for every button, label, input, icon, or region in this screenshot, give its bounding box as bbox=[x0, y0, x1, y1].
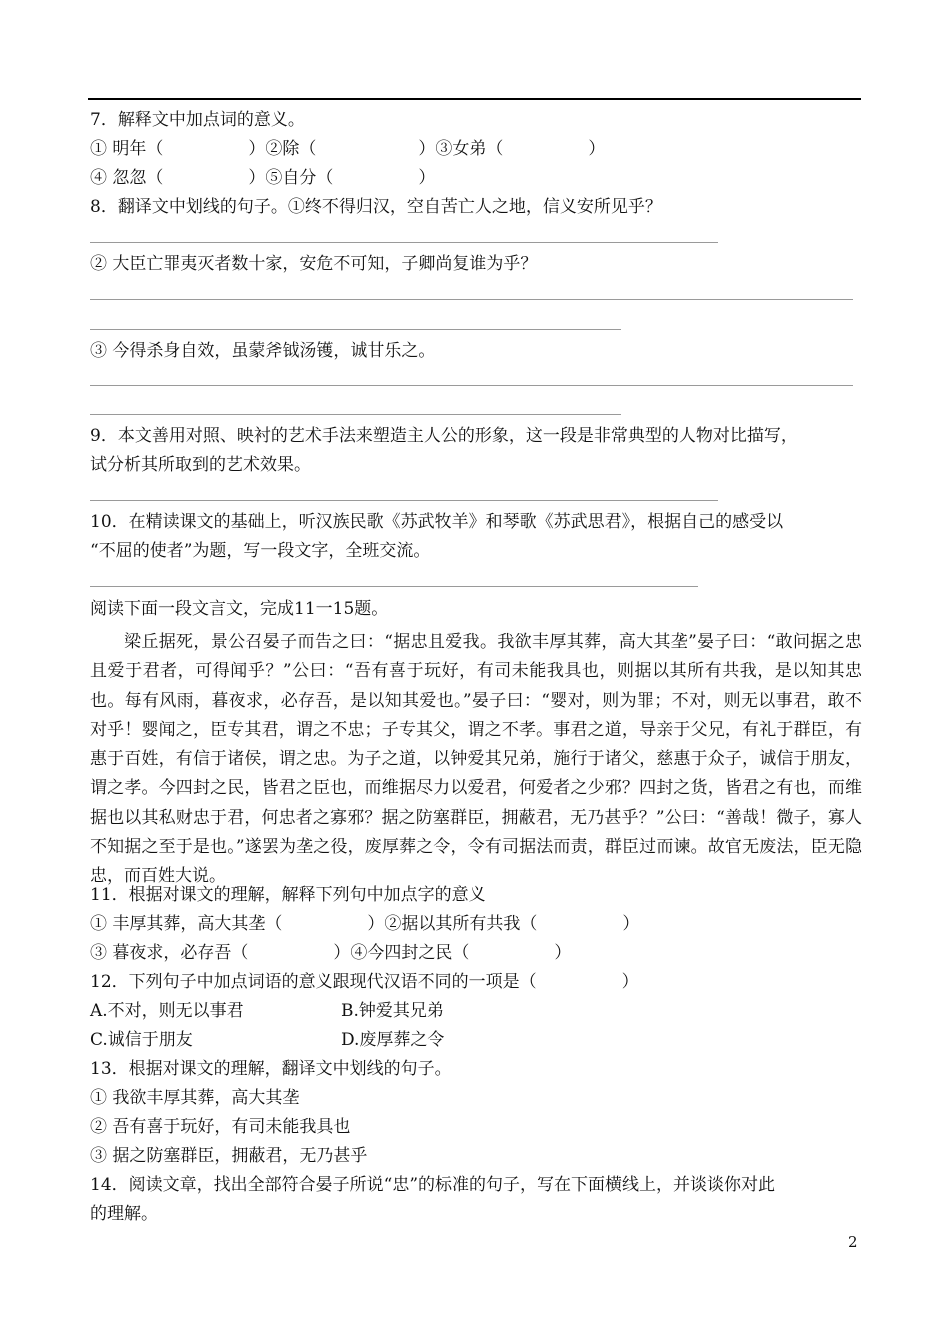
q11-title: 11．根据对课文的理解，解释下列句中加点字的意义 bbox=[90, 885, 486, 905]
q12-option-c: C.诚信于朋友 bbox=[90, 1030, 193, 1050]
q7-title: 7．解释文中加点词的意义。 bbox=[90, 110, 305, 130]
q13-item1: ① 我欲丰厚其葬，高大其垄 bbox=[90, 1088, 300, 1108]
answer-line bbox=[90, 385, 853, 386]
q14-line2: 的理解。 bbox=[90, 1204, 158, 1224]
q13-item2: ② 吾有喜于玩好，有司未能我具也 bbox=[90, 1117, 351, 1137]
q8-item3: ③ 今得杀身自效，虽蒙斧钺汤镬，诚甘乐之。 bbox=[90, 341, 436, 361]
q12-option-d: D.废厚葬之令 bbox=[341, 1030, 445, 1050]
header-rule bbox=[88, 98, 861, 100]
q7-line1: ① 明年（ ）②除（ ）③女弟（ ） bbox=[90, 139, 606, 159]
passage-text: 梁丘据死，景公召晏子而告之曰：“据忠且爱我。我欲丰厚其葬，高大其垄”晏子曰：“敢问据之忠且爱于君者，可得闻乎？”公曰：“吾有喜于玩好，有司未能我具也，则据以其所有共我，是以知其忠也。每有风雨，暮夜求，必存吾，是以知其爱也。”晏子曰：“婴对，则为罪；不对，则无以事君，敢不对乎！婴闻之，臣专其君，谓之不忠；子专其父，谓之不孝。事君之道，导亲于父兄，有礼于群臣，有惠于百姓，有信于诸侯，谓之忠。为子之道，以钟爱其兄弟，施行于诸父，慈惠于众子，诚信于朋友，谓之孝。今四封之民，皆君之臣也，而维据尽力以爱君，何爱者之少邪？四封之货，皆君之有也，而维据也以其私财忠于君，何忠者之寡邪？据之防塞群臣，拥蔽君，无乃甚乎？”公曰：“善哉！微子，寡人不知据之至于是也。”遂罢为垄之役，废厚葬之令，令有司据法而责，群臣过而谏。故官无废法，臣无隐忠，而百姓大说。 bbox=[90, 632, 862, 887]
q14-line1: 14．阅读文章，找出全部符合晏子所说“忠”的标准的句子，写在下面横线上，并谈谈你对此 bbox=[90, 1175, 776, 1195]
q12-title: 12．下列句子中加点词语的意义跟现代汉语不同的一项是（ ） bbox=[90, 972, 639, 992]
page-number: 2 bbox=[848, 1233, 858, 1251]
q13-item3: ③ 据之防塞群臣，拥蔽君，无乃甚乎 bbox=[90, 1146, 368, 1166]
q8-item2: ② 大臣亡罪夷灭者数十家，安危不可知，子卿尚复谁为乎？ bbox=[90, 254, 538, 274]
q7-line2: ④ 忽忽（ ）⑤自分（ ） bbox=[90, 168, 436, 188]
q10-line2: “不屈的使者”为题，写一段文字，全班交流。 bbox=[90, 541, 431, 561]
answer-line bbox=[90, 242, 718, 243]
answer-line bbox=[90, 586, 698, 587]
answer-line bbox=[90, 299, 853, 300]
answer-line bbox=[90, 329, 621, 330]
q12-option-b: B.钟爱其兄弟 bbox=[341, 1001, 444, 1021]
answer-line bbox=[90, 414, 621, 415]
q8-title: 8．翻译文中划线的句子。①终不得归汉，空自苦亡人之地，信义安所见乎？ bbox=[90, 197, 662, 217]
q13-title: 13．根据对课文的理解，翻译文中划线的句子。 bbox=[90, 1059, 452, 1079]
q11-line1: ① 丰厚其葬，高大其垄（ ）②据以其所有共我（ ） bbox=[90, 914, 640, 934]
answer-line bbox=[90, 500, 718, 501]
reading-intro: 阅读下面一段文言文，完成11一15题。 bbox=[90, 599, 389, 619]
q12-option-a: A.不对，则无以事君 bbox=[90, 1001, 244, 1021]
q9-line2: 试分析其所取到的艺术效果。 bbox=[90, 455, 311, 475]
classical-passage bbox=[90, 628, 862, 892]
q9-line1: 9．本文善用对照、映衬的艺术手法来塑造主人公的形象，这一段是非常典型的人物对比描写， bbox=[90, 426, 798, 446]
q10-line1: 10．在精读课文的基础上，听汉族民歌《苏武牧羊》和琴歌《苏武思君》，根据自己的感受以 bbox=[90, 512, 784, 532]
q11-line2: ③ 暮夜求，必存吾（ ）④今四封之民（ ） bbox=[90, 943, 572, 963]
